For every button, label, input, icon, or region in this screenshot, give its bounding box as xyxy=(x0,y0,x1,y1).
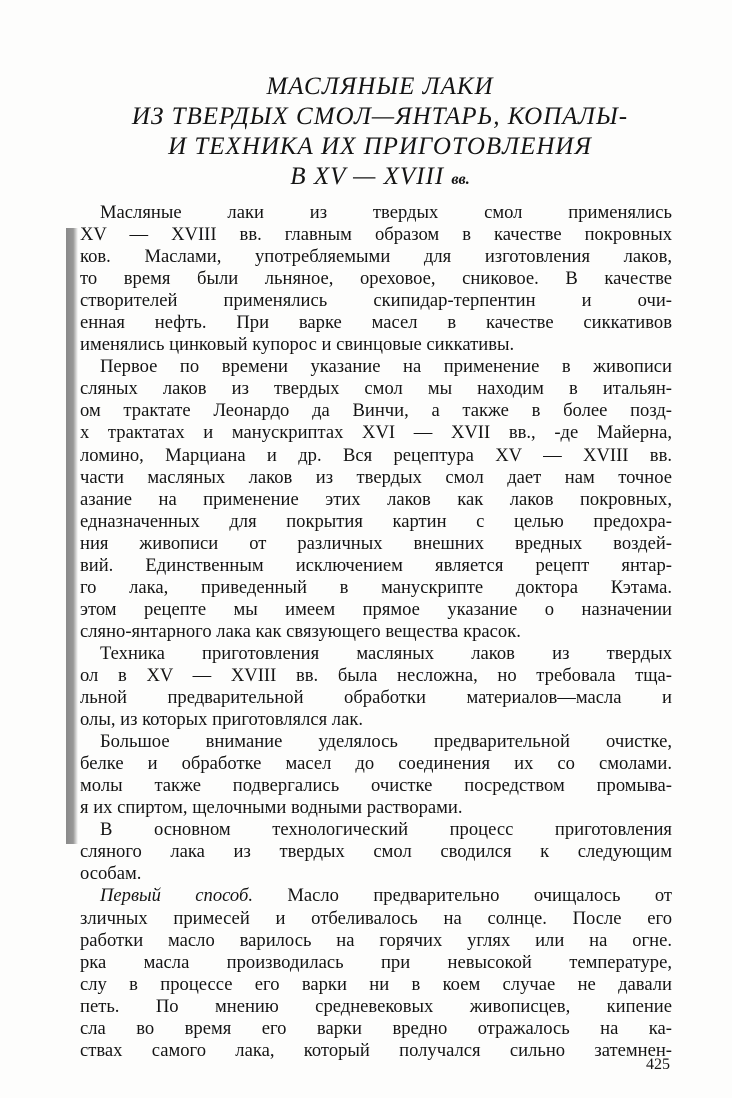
text-line: ом трактате Леонардо да Винчи, а также в более позд- xyxy=(80,400,672,422)
first-method-label: Первый способ. xyxy=(100,885,253,907)
text-line: ломино, Марциана и др. Вся рецептура XV — XVIII вв. xyxy=(80,444,672,466)
text-line: сляных лаков из твердых смол мы находим в итальян- xyxy=(80,378,672,400)
text-line: олы, из которых приготовлялся лак. xyxy=(80,709,364,731)
first-method-rest: Масло предварительно очищалось от xyxy=(253,885,672,907)
text-line: створителей применялись скипидар-терпентин и очи- xyxy=(80,290,672,312)
text-line: слу в процессе его варки ни в коем случае не давали xyxy=(80,973,672,995)
title-line-3: И ТЕХНИКА ИХ ПРИГОТОВЛЕНИЯ xyxy=(168,133,592,160)
text-line: енная нефть. При варке масел в качестве сиккативов xyxy=(80,312,672,334)
page-number: 425 xyxy=(646,1056,670,1073)
text-line: сла во время его варки вредно отражалось на ка- xyxy=(80,1017,672,1039)
text-line: Техника приготовления масляных лаков из твердых xyxy=(100,642,672,664)
text-line: я их спиртом, щелочными водными растворами. xyxy=(80,797,463,819)
text-line: Большое внимание уделялось предварительной очистке, xyxy=(100,731,672,753)
text-line: вий. Единственным исключением является рецепт янтар- xyxy=(80,554,672,576)
text-line: льной предварительной обработки материалов—масла и xyxy=(80,687,672,709)
text-line: белке и обработке масел до соединения их со смолами. xyxy=(80,753,672,775)
text-line: х трактатах и манускриптах XVI — XVII вв., -де Майерна, xyxy=(80,422,672,444)
binding-shadow xyxy=(66,228,78,844)
text-line: молы также подвергались очистке посредством промыва- xyxy=(80,775,672,797)
text-line: особам. xyxy=(80,863,142,885)
title-line-4 xyxy=(90,162,670,195)
text-line: Первое по времени указание на применение в живописи xyxy=(100,356,672,378)
text-line: сляного лака из твердых смол сводился к следующим xyxy=(80,841,672,863)
chapter-title xyxy=(90,72,670,195)
title-line-2: ИЗ ТВЕРДЫХ СМОЛ—ЯНТАРЬ, КОПАЛЫ- xyxy=(131,103,629,130)
text-line: именялись цинковый купорос и свинцовые сиккативы. xyxy=(80,334,515,356)
text-line: ков. Маслами, употребляемыми для изготовления лаков, xyxy=(80,246,672,268)
text-line: Масляные лаки из твердых смол применялись xyxy=(100,202,672,223)
text-line: сляно-янтарного лака как связующего вещества красок. xyxy=(80,620,521,642)
title-line-4-suffix: вв. xyxy=(451,171,470,188)
text-line: зличных примесей и отбеливалось на солнце. После его xyxy=(80,907,672,929)
text-line: XV — XVIII вв. главным образом в качестве покровных xyxy=(80,224,672,246)
text-line-first-method xyxy=(80,885,672,907)
title-line-4-text: В XV — XVIII xyxy=(290,163,445,190)
text-line: едназначенных для покрытия картин с целью предохра- xyxy=(80,510,672,532)
title-line-1: МАСЛЯНЫЕ ЛАКИ xyxy=(266,73,494,100)
text-line: рка масла производилась при невысокой температуре, xyxy=(80,951,672,973)
text-line: ствах самого лака, который получался сильно затемнен- xyxy=(80,1039,672,1061)
text-line: работки масло варилось на горячих углях или на огне. xyxy=(80,929,672,951)
text-line: этом рецепте мы имеем прямое указание о назначении xyxy=(80,598,672,620)
text-line: петь. По мнению средневековых живописцев, кипение xyxy=(80,995,672,1017)
text-line: ол в XV — XVIII вв. была несложна, но требовала тща- xyxy=(80,664,672,686)
text-line: то время были льняное, ореховое, сниковое. В качестве xyxy=(80,268,672,290)
text-line: В основном технологический процесс приготовления xyxy=(100,819,672,841)
text-line: части масляных лаков из твердых смол дает нам точное xyxy=(80,466,672,488)
body-text xyxy=(80,202,672,1062)
text-line: ния живописи от различных внешних вредных воздей- xyxy=(80,532,672,554)
text-line: азание на применение этих лаков как лаков покровных, xyxy=(80,488,672,510)
text-line: го лака, приведенный в манускрипте доктора Кэтама. xyxy=(80,576,672,598)
